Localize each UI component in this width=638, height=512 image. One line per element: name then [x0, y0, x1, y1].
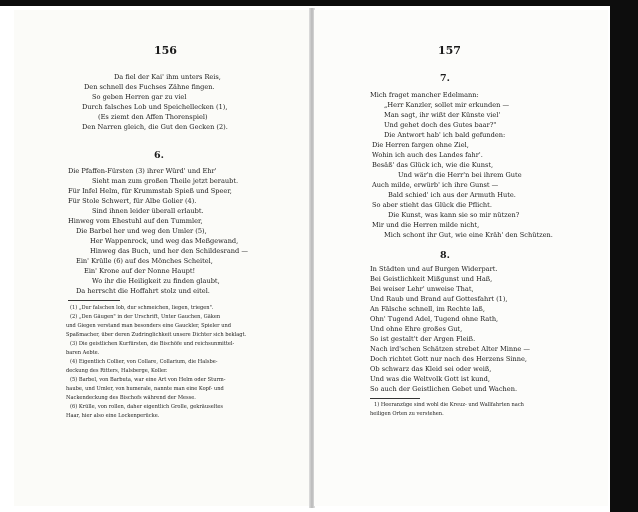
verse-line: So geben Herren gar zu viel	[92, 93, 187, 101]
footnote-line: Nackendeckung des Bischofs während der Messe.	[66, 395, 196, 401]
footnote-line: 1) Heeranzüge sind wohl die Kreuz- und Wallfahrten nach	[374, 402, 524, 408]
footnote-line: (2) „Den Gäugen" in der Urschrift, Unter Gauchen, Gäken	[70, 314, 221, 320]
verse-line: Bald schied' ich aus der Armuth Hute.	[388, 191, 516, 199]
footnote-line: Spaßmacher, über deren Zudringlichkeit unsere Dichter sich beklagt.	[66, 332, 247, 338]
verse-line: Für Stole Schwert, für Albe Golier (4).	[68, 197, 197, 205]
footnote-line: (1) „Dur falschen lob, dur schmeichen, liegen, triegen".	[70, 305, 214, 311]
verse-line: Die Antwort hab' ich bald gefunden:	[384, 131, 506, 139]
footnote-line: (4) Eigentlich Collier, von Collare, Collarium, die Halsbe-	[70, 359, 218, 365]
verse-line: Und was die Weltvolk Gott ist kund,	[370, 375, 490, 383]
footnote-line: baren Aebte.	[66, 350, 100, 356]
page-number: 157	[438, 44, 461, 57]
footnote-line: heiligen Orten zu verstehen.	[370, 411, 444, 417]
verse-line: (Es ziemt den Affen Thorenspiel)	[98, 113, 208, 121]
verse-line: Den schnell des Fuchses Zähne fingen.	[84, 83, 215, 91]
scan-border-right	[610, 0, 638, 512]
verse-line: Besäß' das Glück ich, wie die Kunst,	[372, 161, 494, 169]
footnote-line: (5) Barbel, von Barbuta, war eine Art von Helm oder Sturm-	[70, 377, 226, 383]
verse-line: Her Wappenrock, und weg das Meßgewand,	[90, 237, 239, 245]
right-page	[314, 10, 608, 506]
verse-line: „Herr Kanzler, sollet mir erkunden —	[384, 101, 510, 109]
left-page	[14, 10, 310, 506]
verse-line: Bei Geistlichkeit Mißgunst und Haß,	[370, 275, 493, 283]
verse-line: Doch richtet Gott nur nach des Herzens Sinne,	[370, 355, 528, 363]
verse-line: So ist gestalt't der Argen Fleiß.	[370, 335, 476, 343]
footnote-line: (3) Die geistlichen Kurfürsten, die Bischöfe und reichsunmittel-	[70, 341, 235, 347]
verse-line: Sind ihnen leider überall erlaubt.	[92, 207, 204, 215]
verse-line: Hinweg das Buch, und her den Schildesrand —	[90, 247, 248, 255]
poem-number: 7.	[440, 73, 450, 84]
verse-line: Wo ihr die Heiligkeit zu finden glaubt,	[92, 277, 220, 285]
verse-line: Ob schwarz das Kleid sei oder weiß,	[370, 365, 492, 373]
footnote-line: haube, und Umler, von humerale, nannte man eine Kopf- und	[66, 386, 224, 392]
verse-line: Ohn' Tugend Adel, Tugend ohne Rath,	[370, 315, 499, 323]
verse-line: Ein' Krülle (6) auf des Mönches Scheitel,	[76, 257, 213, 265]
verse-line: Durch falsches Lob und Speichellecken (1),	[82, 103, 228, 111]
verse-line: Mich schont ihr Gut, wie eine Kräh' den Schützen.	[384, 231, 553, 239]
verse-line: Und Raub und Brand auf Gottesfahrt (1),	[370, 295, 508, 303]
footnote-line: und Giegen verstand man besonders eine Gauckler, Spieler und	[66, 323, 232, 329]
verse-line: Mich fraget mancher Edelmann:	[370, 91, 479, 99]
footnote-line: deckung des Ritters, Halsberge, Koller.	[66, 368, 168, 374]
verse-line: Den Narren gleich, die Gut den Gecken (2).	[82, 123, 228, 131]
verse-line: So auch der Geistlichen Gebet und Wachen.	[370, 385, 518, 393]
verse-line: Die Pfaffen-Fürsten (3) ihrer Würd' und Ehr'	[68, 167, 217, 175]
verse-line: So aber stieht das Glück die Pflicht.	[372, 201, 492, 209]
verse-line: Da herrscht die Hoffahrt stolz und eitel.	[76, 287, 210, 295]
verse-line: Ein' Krone auf der Nonne Haupt!	[84, 267, 196, 275]
footnote-line: Haar, hier also eine Lockenperücke.	[66, 413, 160, 419]
footnote-line: (6) Krülle, von rollen, daher eigentlich Grolle, gekräuseltes	[70, 404, 224, 410]
verse-line: An Fälsche schnell, im Rechte laß,	[370, 305, 485, 313]
footnote-rule	[68, 300, 120, 301]
verse-line: Auch milde, erwürb' ich ihre Gunst —	[372, 181, 499, 189]
footnote-rule	[370, 398, 420, 399]
verse-line: Die Barbel her und weg den Umler (5),	[76, 227, 207, 235]
verse-line: Und wär'n die Herr'n bei ihrem Gute	[398, 171, 522, 179]
verse-line: Man sagt, ihr wißt der Künste viel'	[384, 111, 501, 119]
poem-number: 8.	[440, 250, 450, 261]
verse-line: Bei weiser Lehr' unweise That,	[370, 285, 474, 293]
poem-number: 6.	[154, 150, 164, 161]
verse-line: Die Kunst, was kann sie so mir nützen?	[388, 211, 520, 219]
verse-line: Und gehet doch des Gutes baar?"	[384, 121, 497, 129]
verse-line: Da fiel der Kai' ihm unters Reis,	[114, 73, 221, 81]
verse-line: Die Herren fargen ohne Ziel,	[372, 141, 469, 149]
scan-border-top	[0, 0, 638, 6]
verse-line: Und ohne Ehre großes Gut,	[370, 325, 463, 333]
verse-line: Nach ird'schen Schätzen strebet Alter Minne —	[370, 345, 530, 353]
page-number: 156	[154, 44, 177, 57]
verse-line: Hinweg vom Ehestuhl auf den Tummler,	[68, 217, 203, 225]
verse-line: Wohin ich auch des Landes fahr'.	[372, 151, 483, 159]
verse-line: Mir und die Herren milde nicht,	[372, 221, 480, 229]
verse-line: Für Infel Helm, für Krummstab Spieß und Speer,	[68, 187, 232, 195]
verse-line: In Städten und auf Burgen Widerpart.	[370, 265, 498, 273]
verse-line: Sieht man zum großen Theile jetzt beraubt.	[92, 177, 239, 185]
